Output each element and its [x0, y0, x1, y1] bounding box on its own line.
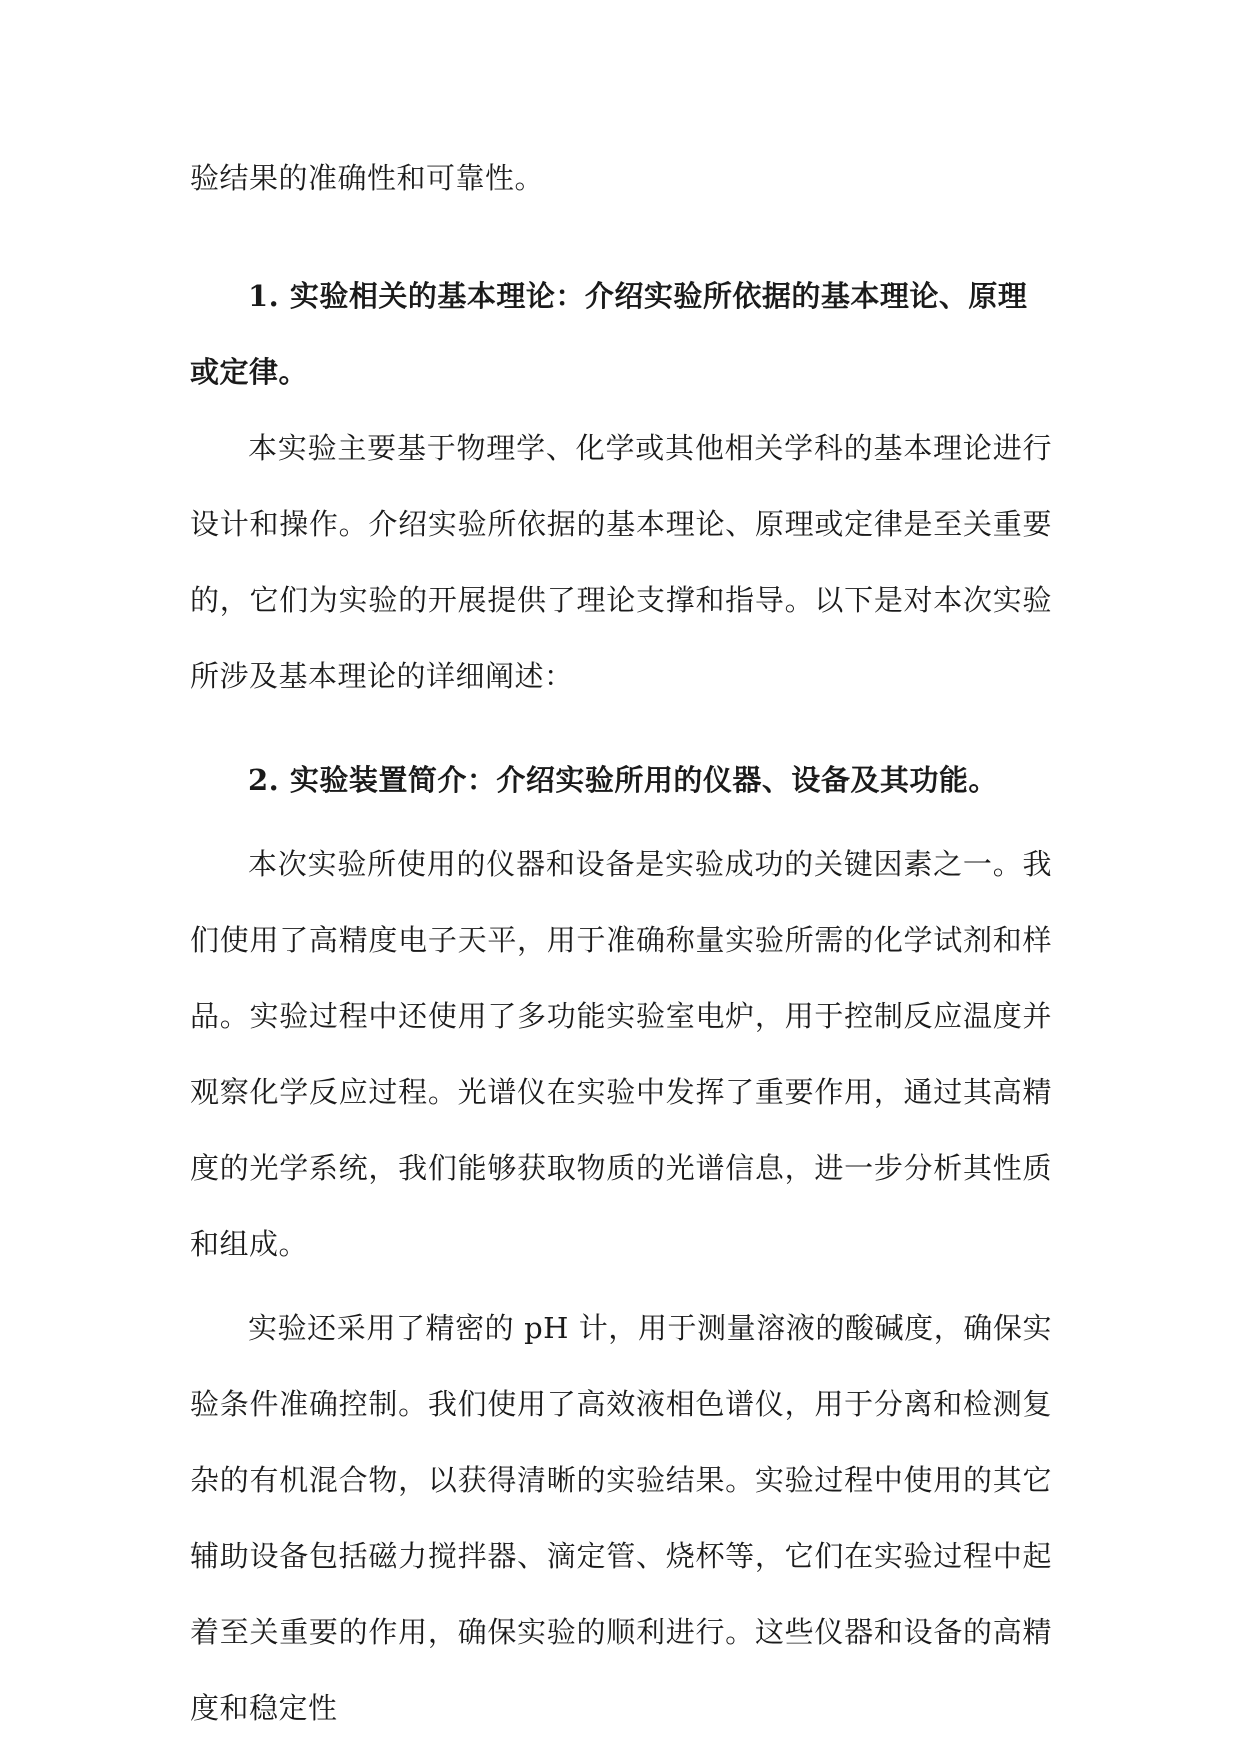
section-2-paragraph-2: 实验还采用了精密的 pH 计，用于测量溶液的酸碱度，确保实验条件准确控制。我们使用了高效液相色谱仪，用于分离和检测复杂的有机混合物，以获得清晰的实验结果。实验过程中使用的其它辅助设备包括磁力搅拌器、滴定管、烧杯等，它们在实验过程中起着至关重要的作用，确保实验的顺利进行。这些仪器和设备的高精度和稳定性	[190, 1311, 1052, 1725]
continuation-text: 验结果的准确性和可靠性。	[190, 161, 545, 195]
section-2-paragraph-1: 本次实验所使用的仪器和设备是实验成功的关键因素之一。我们使用了高精度电子天平，用于准确称量实验所需的化学试剂和样品。实验过程中还使用了多功能实验室电炉，用于控制反应温度并观察化学反应过程。光谱仪在实验中发挥了重要作用，通过其高精度的光学系统，我们能够获取物质的光谱信息，进一步分析其性质和组成。	[190, 847, 1052, 1261]
section-1-heading: 1. 实验相关的基本理论：介绍实验所依据的基本理论、原理或定律。	[190, 279, 1028, 389]
document-page	[190, 140, 1052, 1746]
section-2-heading: 2. 实验装置简介：介绍实验所用的仪器、设备及其功能。	[248, 763, 998, 797]
section-1-paragraph: 本实验主要基于物理学、化学或其他相关学科的基本理论进行设计和操作。介绍实验所依据的基本理论、原理或定律是至关重要的，它们为实验的开展提供了理论支撑和指导。以下是对本次实验所涉及基本理论的详细阐述：	[190, 431, 1052, 693]
